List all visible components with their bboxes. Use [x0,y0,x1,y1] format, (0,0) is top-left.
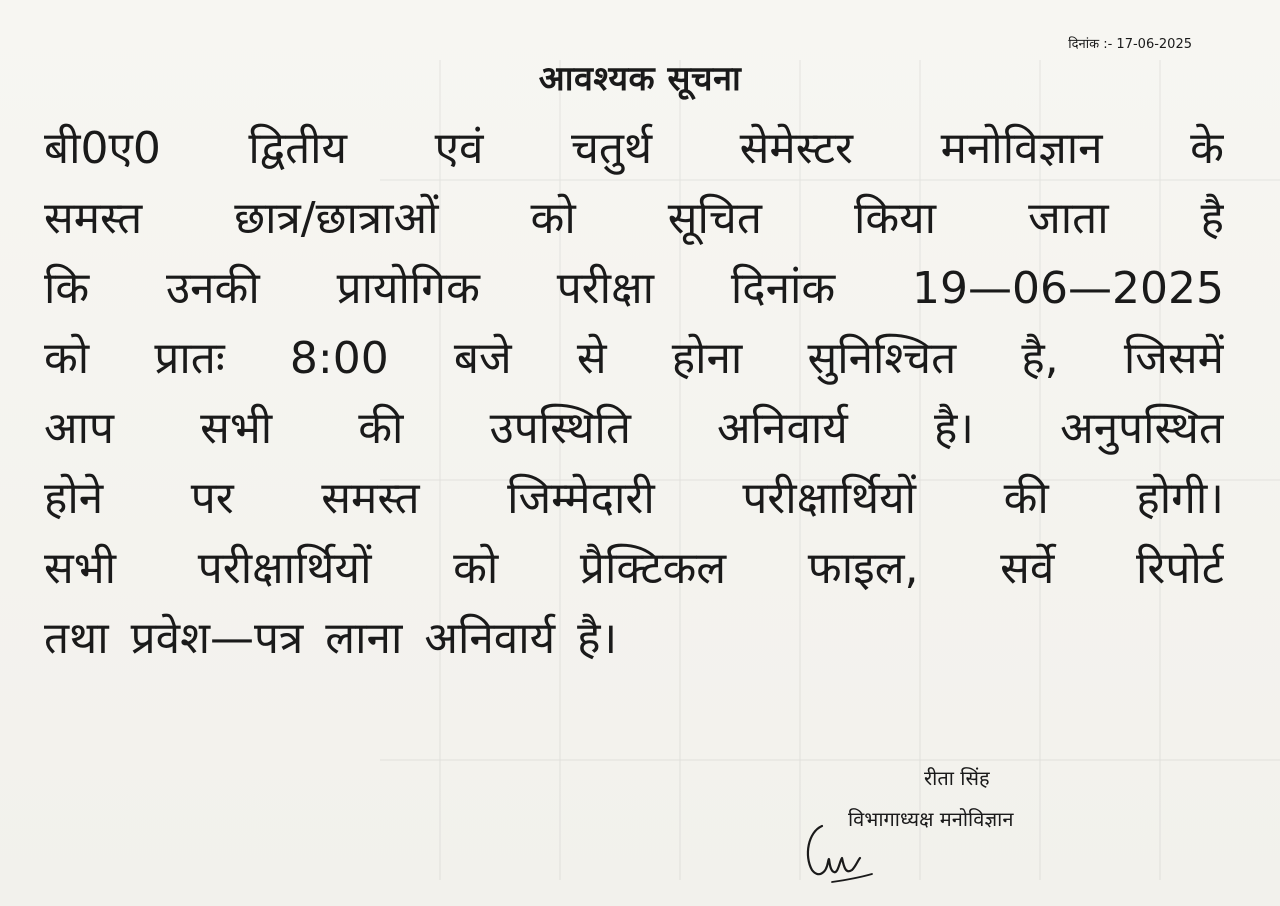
notice-word: मनोविज्ञान [940,123,1103,174]
notice-word: है। [577,613,618,664]
notice-word: प्रैक्टिकल [579,543,727,594]
notice-word: उपस्थिति [489,403,631,454]
notice-date: दिनांक :- 17-06-2025 [1068,37,1192,52]
notice-word: परीक्षार्थियों [197,543,372,594]
notice-line [44,534,1224,604]
notice-word: होना [671,333,743,384]
notice-word: तथा [44,613,109,664]
notice-word: सूचित [667,193,762,244]
notice-line [44,394,1224,464]
notice-word: आप [44,403,114,454]
notice-line [44,324,1224,394]
notice-line [44,184,1224,254]
notice-word: को [530,193,576,244]
signatory-name: रीता सिंह [924,766,990,790]
notice-word: अनिवार्य [424,613,556,664]
notice-word: प्रवेश—पत्र [130,613,304,664]
notice-word: समस्त [321,473,420,524]
notice-word: के [1190,123,1224,174]
notice-heading: आवश्यक सूचना [538,59,742,99]
notice-word: परीक्षार्थियों [742,473,917,524]
notice-word: को [44,333,90,384]
notice-word: जिम्मेदारी [507,473,655,524]
notice-line [44,254,1224,324]
notice-word: है। [933,403,974,454]
notice-word: बी0ए0 [44,123,161,174]
notice-word: सेमेस्टर [739,123,854,174]
notice-word: लाना [325,613,403,664]
notice-word: की [358,403,404,454]
notice-word: जाता [1028,193,1109,244]
notice-word: किया [853,193,937,244]
notice-word: की [1003,473,1049,524]
notice-word: चतुर्थ [570,123,653,174]
signatory-title: विभागाध्यक्ष मनोविज्ञान [848,807,1014,831]
notice-word: बजे [453,333,512,384]
notice-body [44,114,1224,674]
exam-time: 8:00 [289,333,389,384]
notice-word: रिपोर्ट [1135,543,1224,594]
notice-word: कि [44,263,90,314]
notice-word: समस्त [44,193,143,244]
notice-word: पर [190,473,234,524]
notice-word: जिसमें [1123,333,1224,384]
notice-word: है [1200,193,1224,244]
notice-word: होने [44,473,104,524]
notice-word: सभी [200,403,273,454]
notice-word: होगी। [1136,473,1224,524]
handwritten-signature [800,812,880,892]
notice-word: द्वितीय [248,123,348,174]
notice-word: अनुपस्थित [1060,403,1224,454]
notice-word: सर्वे [1000,543,1055,594]
signatory-block [848,764,1138,832]
notice-word: से [576,333,607,384]
notice-word: को [453,543,499,594]
notice-word: प्रातः [154,333,225,384]
notice-word: परीक्षा [556,263,655,314]
notice-word: उनकी [166,263,260,314]
notice-word: छात्र/छात्राओं [234,193,439,244]
notice-line [44,604,1224,674]
exam-date: 19—06—2025 [912,263,1224,314]
notice-line [44,464,1224,534]
notice-word: फाइल, [807,543,919,594]
notice-word: अनिवार्य [717,403,848,454]
notice-word: सुनिश्चित [807,333,957,384]
notice-word: है, [1021,333,1059,384]
notice-word: प्रायोगिक [336,263,480,314]
notice-word: एवं [434,123,484,174]
notice-line [44,114,1224,184]
notice-word: सभी [44,543,117,594]
notice-word: दिनांक [730,263,836,314]
